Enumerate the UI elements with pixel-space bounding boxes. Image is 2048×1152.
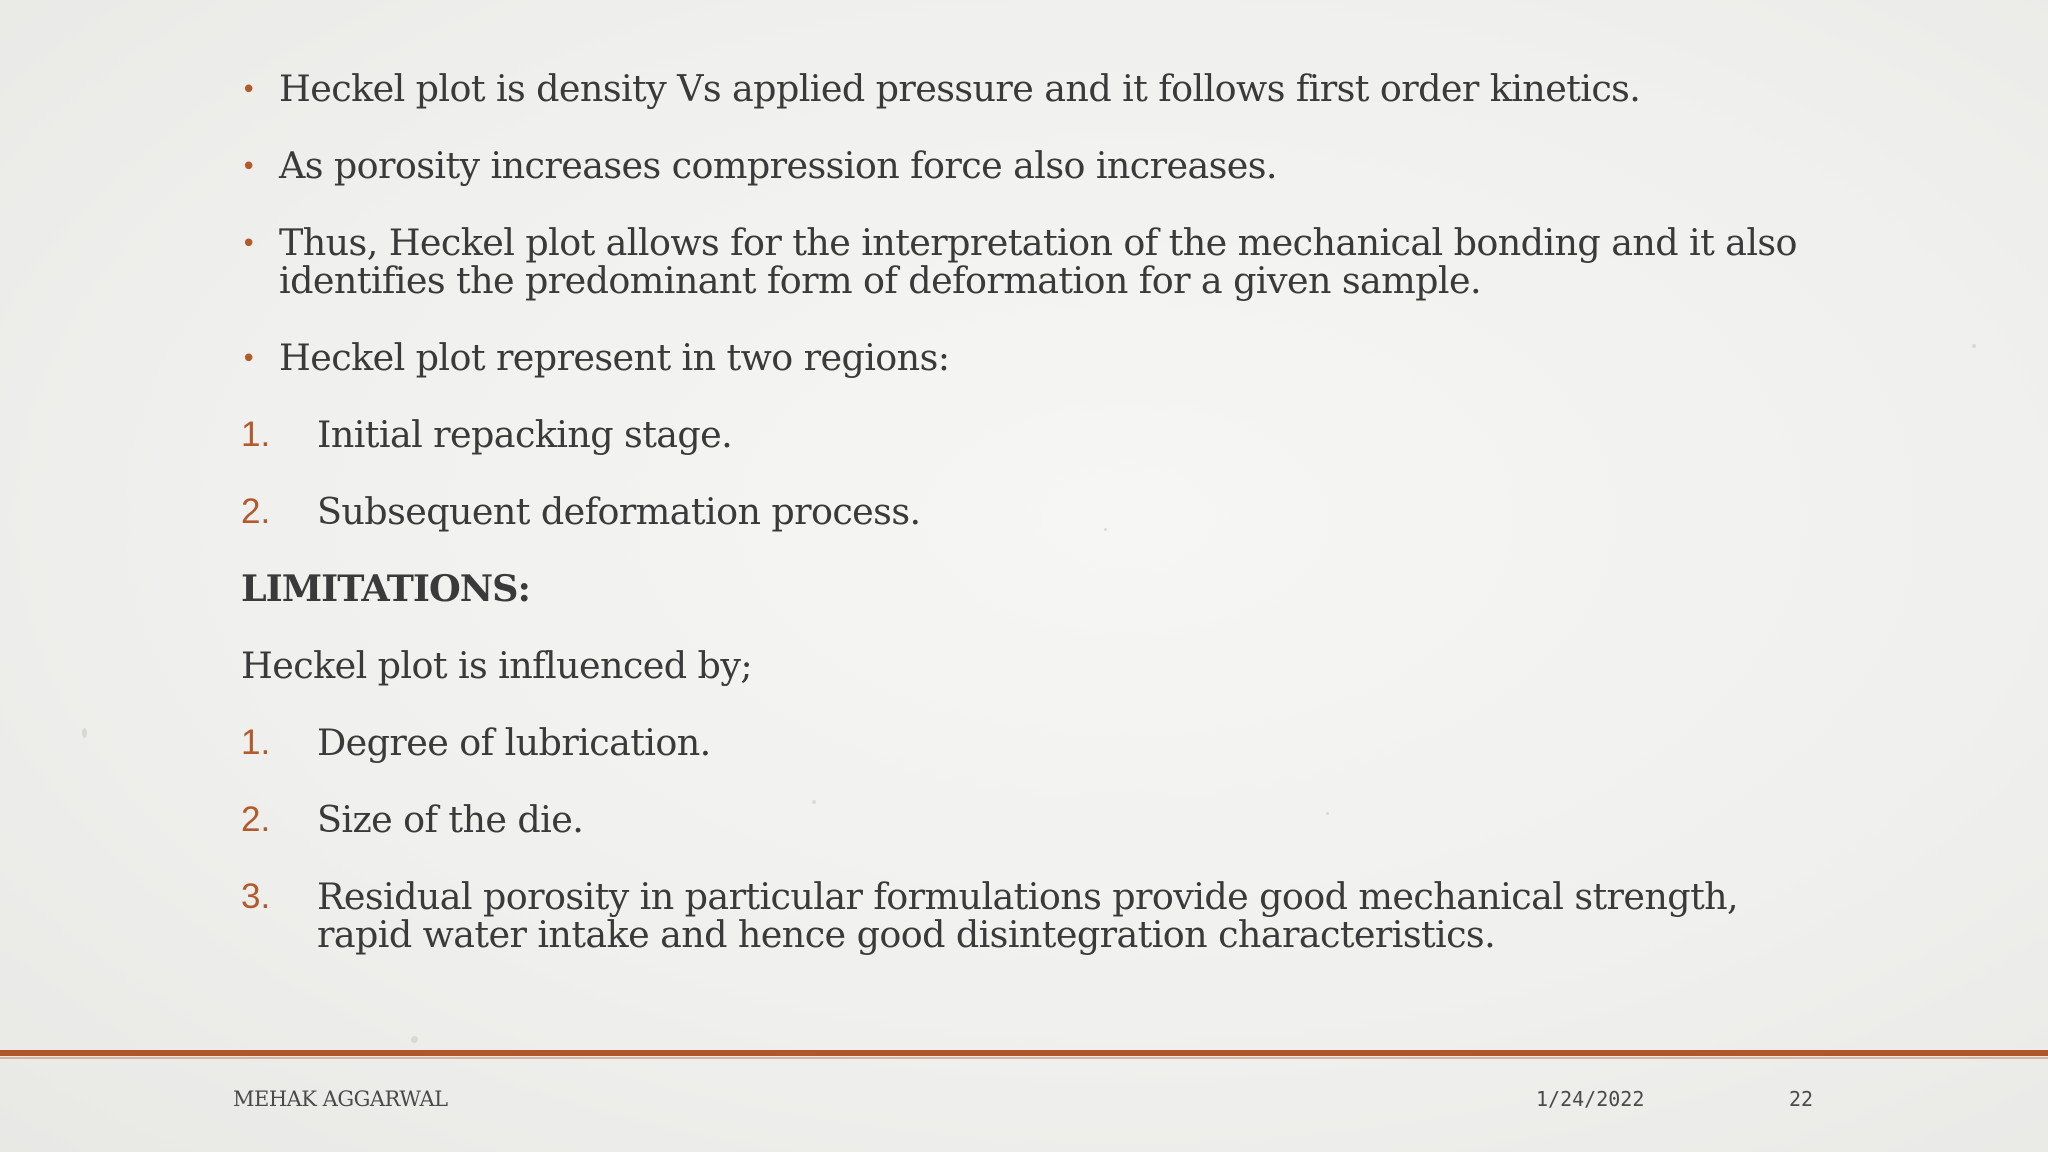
region-text: Subsequent deformation process. (317, 490, 921, 533)
footer-divider (0, 1050, 2048, 1056)
bullet-marker: • (241, 75, 256, 105)
limitations-intro: Heckel plot is influenced by; (241, 644, 753, 687)
region-item (241, 490, 1801, 533)
region-text: Initial repacking stage. (317, 413, 733, 456)
footer-author: MEHAK AGGARWAL (233, 1087, 448, 1111)
list-number: 2. (241, 800, 271, 839)
bullet-text: Heckel plot is density Vs applied pressure and it follows first order kinetics. (279, 67, 1641, 110)
page-number: 22 (1789, 1087, 1814, 1111)
limitation-text: Degree of lubrication. (317, 721, 711, 764)
limitation-item (241, 798, 1801, 841)
limitation-text: Size of the die. (317, 798, 584, 841)
texture-speck (1972, 344, 1976, 348)
limitation-text: Residual porosity in particular formulations provide good mechanical strength, rapid water intake and hence good disintegration characteristics. (317, 875, 1739, 956)
list-number: 2. (241, 492, 271, 531)
bullet-text: Heckel plot represent in two regions: (279, 336, 950, 379)
limitation-item (241, 721, 1801, 764)
bullet-item (241, 221, 1801, 302)
region-item (241, 413, 1801, 456)
footer-date: 1/24/2022 (1536, 1087, 1645, 1111)
limitation-item (241, 875, 1801, 956)
slide-body (241, 67, 1801, 993)
limitations-heading: LIMITATIONS: (241, 567, 530, 610)
bullet-item (241, 336, 1801, 379)
bullet-text: As porosity increases compression force also increases. (279, 144, 1277, 187)
footer-divider-shadow (0, 1057, 2048, 1059)
texture-speck (411, 1036, 418, 1043)
bullet-text: Thus, Heckel plot allows for the interpretation of the mechanical bonding and it also identifies the predominant form of deformation for a given sample. (279, 221, 1797, 302)
list-number: 1. (241, 415, 271, 454)
list-number: 3. (241, 877, 271, 916)
bullet-item (241, 144, 1801, 187)
texture-speck (82, 728, 87, 738)
bullet-item (241, 67, 1801, 110)
bullet-marker: • (241, 229, 256, 259)
list-number: 1. (241, 723, 271, 762)
bullet-marker: • (241, 344, 256, 374)
bullet-marker: • (241, 152, 256, 182)
